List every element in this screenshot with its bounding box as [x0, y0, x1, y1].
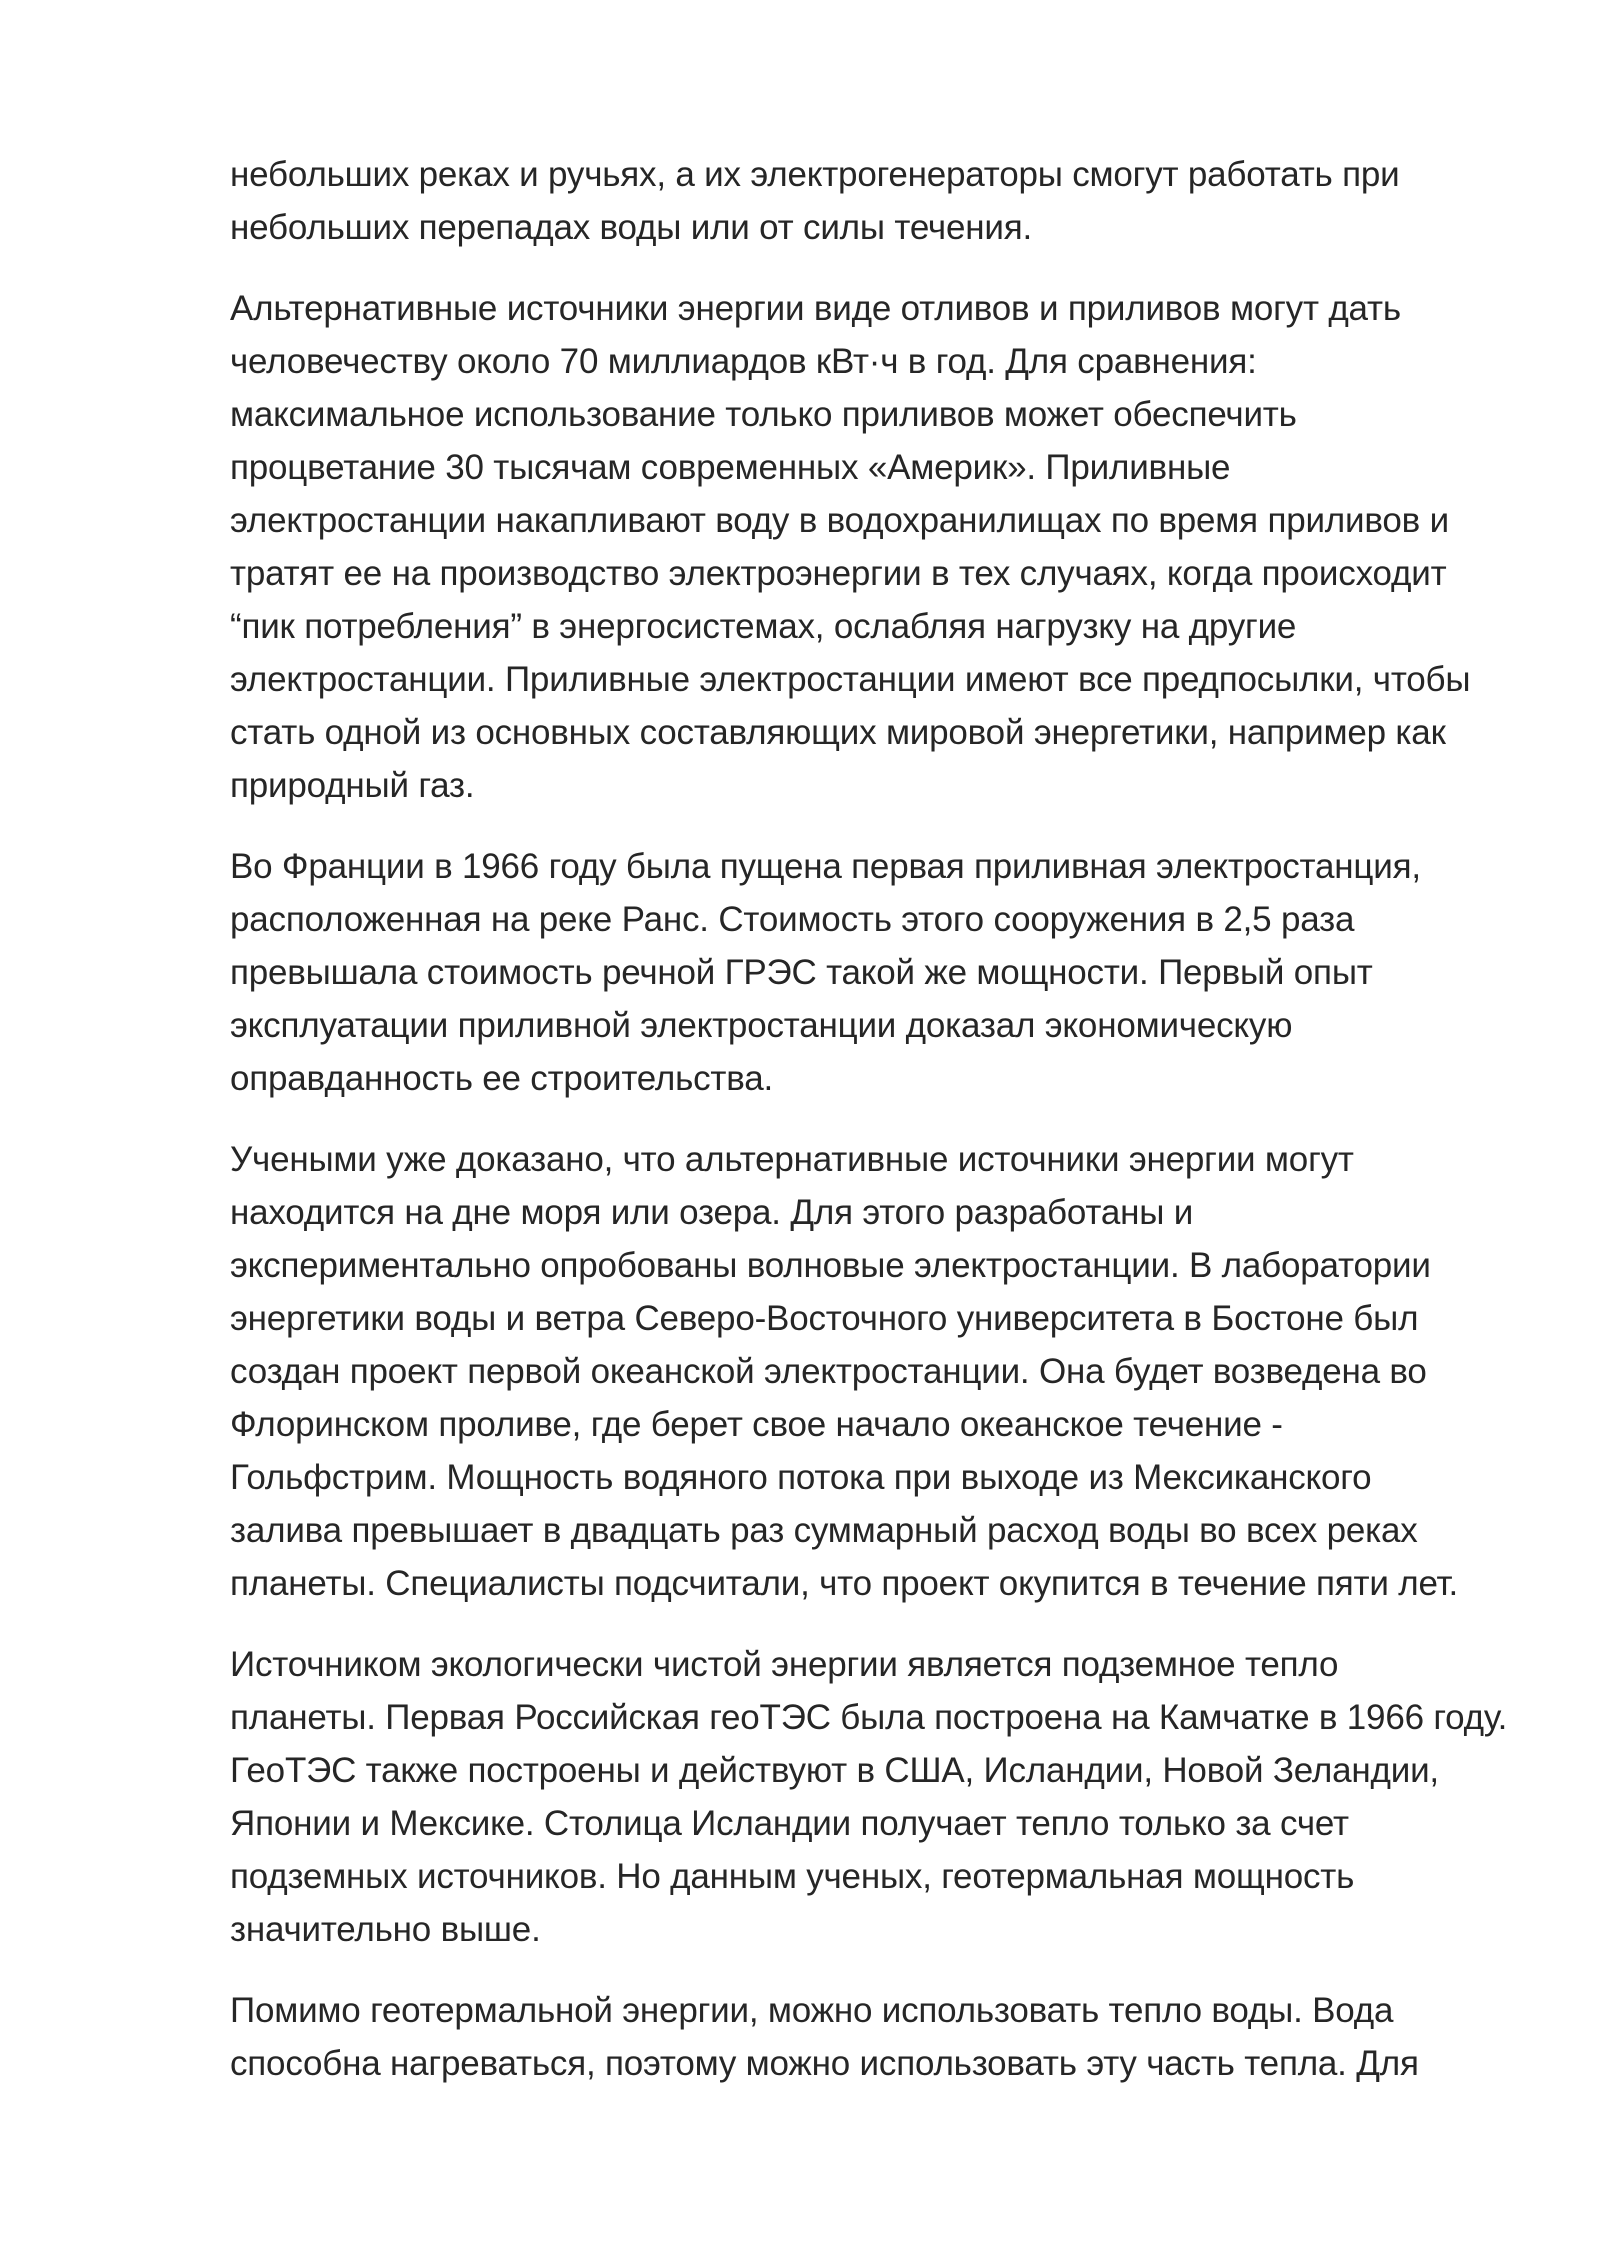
paragraph-ocean-power: Учеными уже доказано, что альтернативные источники энергии могут находится на дне моря или озера. Для этого разработаны и экспериментально опробованы волновые электростанции. В лаборатории энергетики воды и ветра Северо-Восточного университета в Бостоне был создан проект первой океанской электростанции. Она будет возведена во Флоринском проливе, где берет свое начало океанское течение - Гольфстрим. Мощность водяного потока при выходе из Мексиканского залива превышает в двадцать раз суммарный расход воды во всех реках планеты. Специалисты подсчитали, что проект окупится в течение пяти лет.	[230, 1140, 1459, 1603]
paragraph-water-heat: Помимо геотермальной энергии, можно использовать тепло воды. Вода способна нагреваться, поэтому можно использовать эту часть тепла. Для	[230, 1991, 1419, 2083]
paragraph-rivers-streams: небольших реках и ручьях, а их электрогенераторы смогут работать при небольших перепадах воды или от силы течения.	[230, 155, 1400, 247]
paragraph-geothermal: Источником экологически чистой энергии является подземное тепло планеты. Первая Российская геоТЭС была построена на Камчатке в 1966 году. ГеоТЭС также построены и действуют в США, Исландии, Новой Зеландии, Японии и Мексике. Столица Исландии получает тепло только за счет подземных источников. Но данным ученых, геотермальная мощность значительно выше.	[230, 1645, 1508, 1949]
paragraph-tidal-energy: Альтернативные источники энергии виде отливов и приливов могут дать человечеству около 70 миллиардов кВт·ч в год. Для сравнения: максимальное использование только приливов может обеспечить процветание 30 тысячам современных «Америк». Приливные электростанции накапливают воду в водохранилищах по время приливов и тратят ее на производство электроэнергии в тех случаях, когда происходит “пик потребления” в энергосистемах, ослабляя нагрузку на другие электростанции. Приливные электростанции имеют все предпосылки, чтобы стать одной из основных составляющих мировой энергетики, например как природный газ.	[230, 289, 1471, 805]
paragraph-france-rance: Во Франции в 1966 году была пущена первая приливная электростанция, расположенная на реке Ранс. Стоимость этого сооружения в 2,5 раза превышала стоимость речной ГРЭС такой же мощности. Первый опыт эксплуатации приливной электростанции доказал экономическую оправданность ее строительства.	[230, 847, 1421, 1098]
document-body	[230, 148, 1530, 2118]
